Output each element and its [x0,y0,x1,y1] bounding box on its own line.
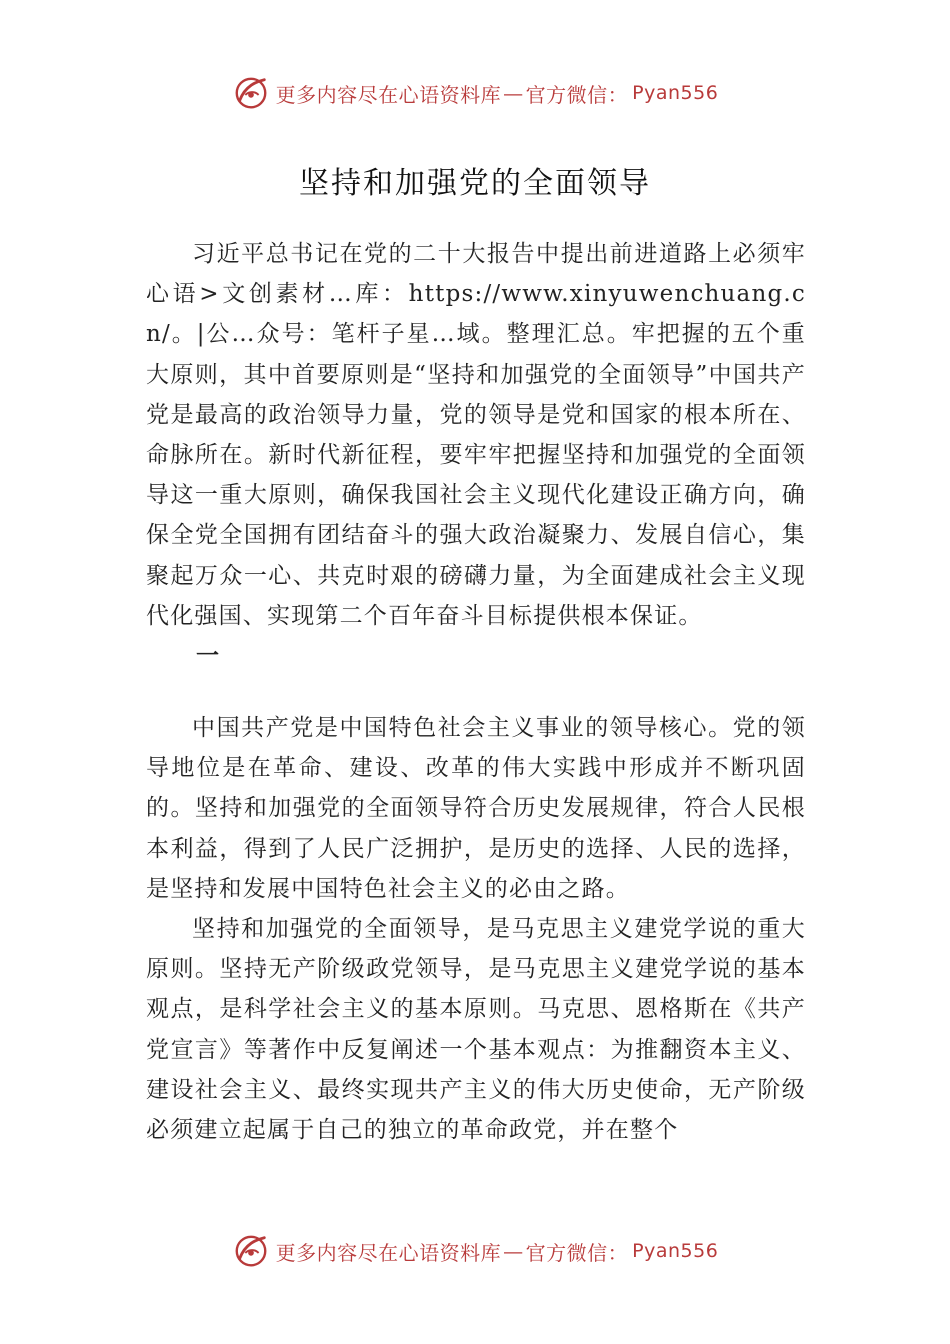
paragraph: 中国共产党是中国特色社会主义事业的领导核心。党的领导地位是在革命、建设、改革的伟大实践中形成并不断巩固的。坚持和加强党的全面领导符合历史发展规律，符合人民根本利益，得到了人民广泛拥护，是历史的选择、人民的选择，是坚持和发展中国特色社会主义的必由之路。 [146,715,806,902]
paragraph: 坚持和加强党的全面领导，是马克思主义建党学说的重大原则。坚持无产阶级政党领导，是马克思主义建党学说的基本观点，是科学社会主义的基本原则。马克思、恩格斯在《共产党宣言》等著作中反复阐述一个基本观点：为推翻资本主义、建设社会主义、最终实现共产主义的伟大历史使命，无产阶级必须建立起属于自己的独立的革命政党，并在整个 [146,916,806,1144]
banner-text: 更多内容尽在心语资料库 [275,1240,502,1265]
wechat-id: Pyan556 [632,82,719,104]
document-body [146,234,806,1150]
document-title: 坚持和加强党的全面领导 [299,166,651,201]
xinyu-logo-icon [232,1232,270,1270]
wechat-label: 官方微信： [525,82,629,107]
wechat-label: 官方微信： [525,1240,629,1265]
footer-banner [0,1226,950,1276]
banner-separator: — [503,1239,524,1263]
paragraph: 习近平总书记在党的二十大报告中提出前进道路上必须牢心语>文创素材…库：https://www.xinyuwenchuang.cn/。|公…众号：笔杆子星…域。整理汇总。牢把握的五个重大原则，其中首要原则是“坚持和加强党的全面领导”中国共产党是最高的政治领导力量，党的领导是党和国家的根本所在、命脉所在。新时代新征程，要牢牢把握坚持和加强党的全面领导这一重大原则，确保我国社会主义现代化建设正确方向，确保全党全国拥有团结奋斗的强大政治凝聚力、发展自信心，集聚起万众一心、共克时艰的磅礴力量，为全面建成社会主义现代化强国、实现第二个百年奋斗目标提供根本保证。 [146,241,806,629]
wechat-id: Pyan556 [632,1240,719,1262]
section-number: 一 [196,643,221,670]
banner-text: 更多内容尽在心语资料库 [275,82,502,107]
banner-separator: — [503,81,524,105]
header-banner [0,68,950,118]
xinyu-logo-icon [232,74,270,112]
